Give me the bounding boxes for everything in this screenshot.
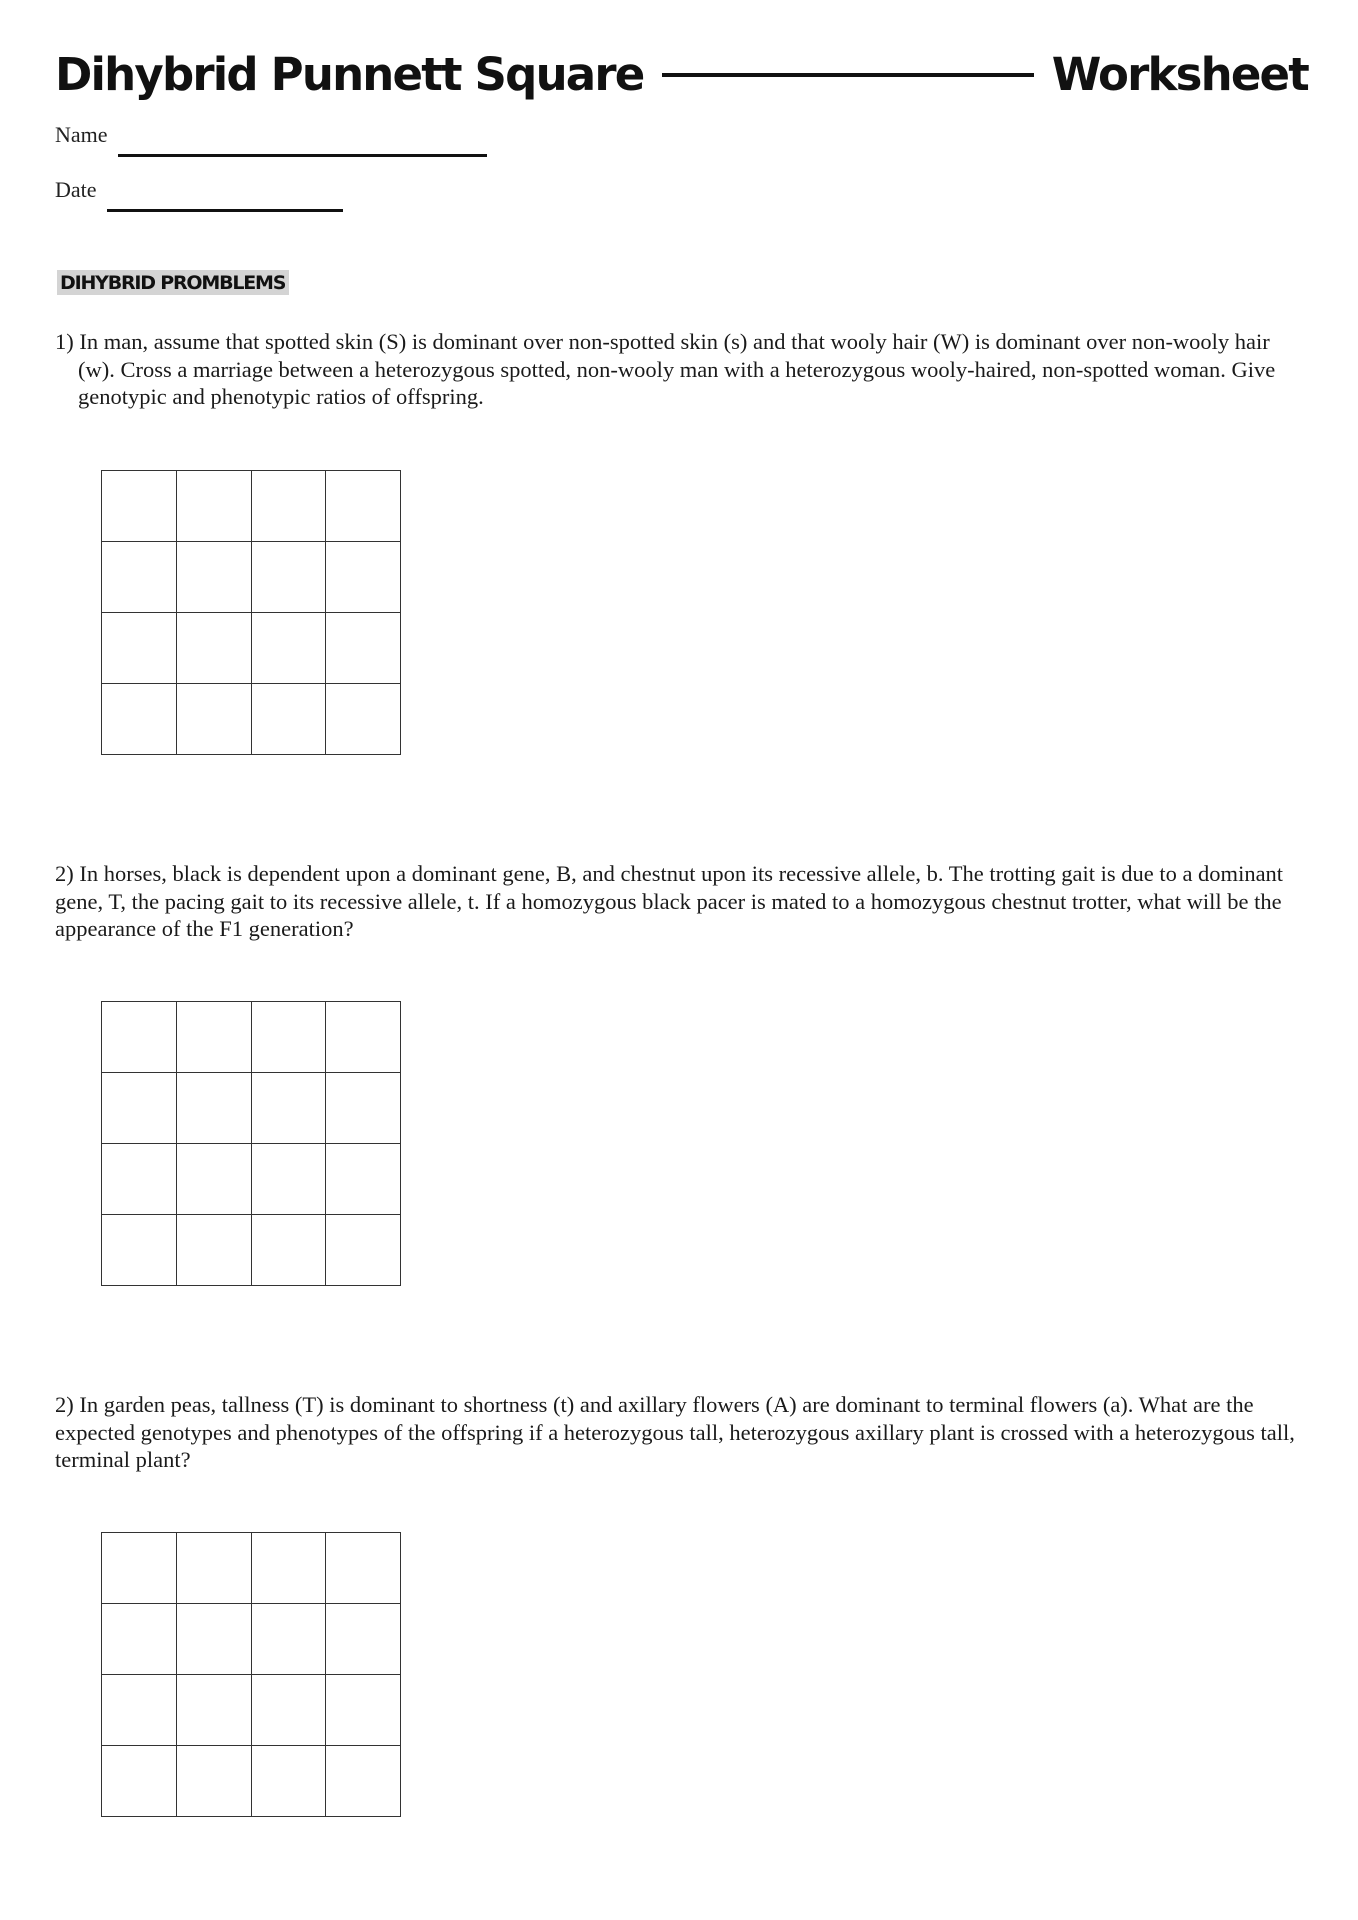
punnett-cell[interactable] bbox=[326, 1604, 401, 1675]
punnett-square-3 bbox=[101, 1532, 401, 1817]
punnett-cell[interactable] bbox=[326, 542, 401, 613]
punnett-cell[interactable] bbox=[252, 1604, 327, 1675]
page-subtitle: Worksheet bbox=[1051, 47, 1308, 101]
punnett-cell[interactable] bbox=[177, 471, 252, 542]
punnett-cell[interactable] bbox=[252, 1533, 327, 1604]
punnett-cell[interactable] bbox=[252, 1675, 327, 1746]
worksheet-header bbox=[55, 42, 1308, 106]
punnett-cell[interactable] bbox=[102, 613, 177, 684]
date-label: Date bbox=[55, 177, 97, 202]
punnett-cell[interactable] bbox=[252, 471, 327, 542]
punnett-cell[interactable] bbox=[252, 684, 327, 755]
punnett-cell[interactable] bbox=[102, 1604, 177, 1675]
punnett-cell[interactable] bbox=[177, 542, 252, 613]
punnett-cell[interactable] bbox=[102, 542, 177, 613]
punnett-cell[interactable] bbox=[177, 613, 252, 684]
punnett-cell[interactable] bbox=[326, 1746, 401, 1817]
punnett-cell[interactable] bbox=[326, 1002, 401, 1073]
name-field bbox=[55, 122, 487, 148]
punnett-square-2 bbox=[101, 1001, 401, 1286]
punnett-cell[interactable] bbox=[252, 1746, 327, 1817]
punnett-cell[interactable] bbox=[177, 1215, 252, 1286]
name-blank-line[interactable] bbox=[118, 154, 487, 157]
punnett-cell[interactable] bbox=[177, 1073, 252, 1144]
question-2: 2) In horses, black is dependent upon a dominant gene, B, and chestnut upon its recessive allele, b. The trotting gait is due to a dominant gene, T, the pacing gait to its recessive allele, t. If a homozygous black pacer is mated to a homozygous chestnut trotter, what will be the appearance of the F1 generation? bbox=[55, 861, 1284, 941]
punnett-cell[interactable] bbox=[102, 1533, 177, 1604]
punnett-cell[interactable] bbox=[177, 1746, 252, 1817]
punnett-cell[interactable] bbox=[102, 1746, 177, 1817]
punnett-cell[interactable] bbox=[252, 542, 327, 613]
name-label: Name bbox=[55, 122, 108, 147]
punnett-cell[interactable] bbox=[326, 1533, 401, 1604]
punnett-cell[interactable] bbox=[252, 1002, 327, 1073]
punnett-cell[interactable] bbox=[102, 1675, 177, 1746]
date-blank-line[interactable] bbox=[107, 209, 343, 212]
punnett-cell[interactable] bbox=[102, 684, 177, 755]
punnett-cell[interactable] bbox=[102, 471, 177, 542]
punnett-cell[interactable] bbox=[177, 684, 252, 755]
punnett-cell[interactable] bbox=[326, 613, 401, 684]
punnett-cell[interactable] bbox=[177, 1604, 252, 1675]
punnett-cell[interactable] bbox=[177, 1675, 252, 1746]
question-3: 2) In garden peas, tallness (T) is dominant to shortness (t) and axillary flowers (A) are dominant to terminal flowers (a). What are the expected genotypes and phenotypes of the offspring if a heterozygous tall, heterozygous axillary plant is crossed with a heterozygous tall, terminal plant? bbox=[55, 1392, 1295, 1472]
punnett-cell[interactable] bbox=[102, 1215, 177, 1286]
punnett-cell[interactable] bbox=[102, 1144, 177, 1215]
punnett-cell[interactable] bbox=[326, 1073, 401, 1144]
title-rule-divider bbox=[662, 73, 1034, 77]
punnett-cell[interactable] bbox=[326, 684, 401, 755]
punnett-cell[interactable] bbox=[252, 1144, 327, 1215]
punnett-cell[interactable] bbox=[177, 1144, 252, 1215]
date-field bbox=[55, 177, 343, 203]
question-1: 1) In man, assume that spotted skin (S) is dominant over non-spotted skin (s) and that wooly hair (W) is dominant over non-wooly hair (w). Cross a marriage between a heterozygous spotted, non-wooly man with a heterozygous wooly-haired, non-spotted woman. Give genotypic and phenotypic ratios of offspring. bbox=[55, 329, 1276, 409]
punnett-square-1 bbox=[101, 470, 401, 755]
punnett-cell[interactable] bbox=[326, 1215, 401, 1286]
section-label: DIHYBRID PROMBLEMS bbox=[57, 270, 289, 295]
punnett-cell[interactable] bbox=[177, 1533, 252, 1604]
punnett-cell[interactable] bbox=[177, 1002, 252, 1073]
punnett-cell[interactable] bbox=[252, 1215, 327, 1286]
punnett-cell[interactable] bbox=[252, 613, 327, 684]
punnett-cell[interactable] bbox=[326, 1675, 401, 1746]
punnett-cell[interactable] bbox=[102, 1002, 177, 1073]
punnett-cell[interactable] bbox=[326, 471, 401, 542]
punnett-cell[interactable] bbox=[102, 1073, 177, 1144]
punnett-cell[interactable] bbox=[252, 1073, 327, 1144]
punnett-cell[interactable] bbox=[326, 1144, 401, 1215]
page-title: Dihybrid Punnett Square bbox=[55, 47, 644, 101]
